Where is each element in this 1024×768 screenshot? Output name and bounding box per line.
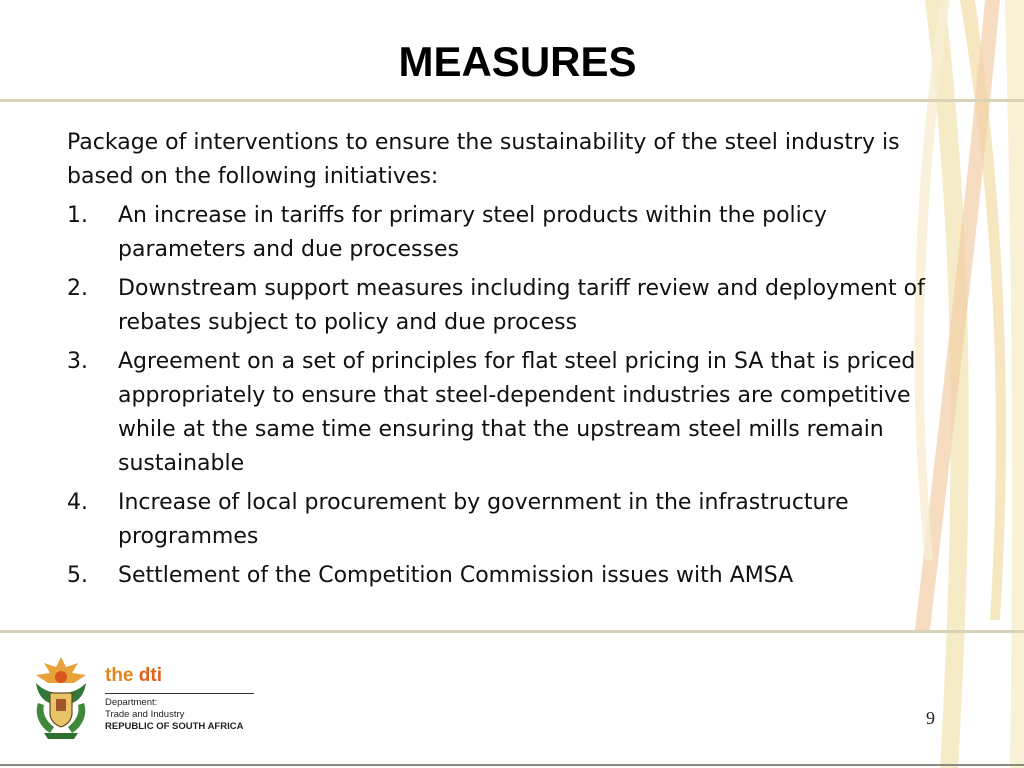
page-number: 9	[926, 708, 935, 728]
dept-line1: Department:	[105, 697, 158, 708]
brand-the: the	[105, 665, 139, 686]
list-item-text: Agreement on a set of principles for flat steel pricing in SA that is priced appropriately to ensure that steel-dependent industries are competitive while at the same time ensuring that the upstream steel mills remain sustainable	[118, 349, 916, 476]
brand-dti: dti	[138, 665, 162, 686]
list-item-text: An increase in tariffs for primary steel products within the policy parameters and due processes	[118, 203, 827, 262]
dti-logo	[28, 653, 260, 743]
list-item-text: Increase of local procurement by government in the infrastructure programmes	[118, 490, 849, 549]
list-item-number: 2.	[67, 276, 88, 301]
intro-text: Package of interventions to ensure the sustainability of the steel industry is based on the following initiatives:	[67, 130, 900, 189]
bottom-divider	[0, 630, 1024, 633]
initiatives-list	[67, 199, 957, 593]
list-item-number: 5.	[67, 563, 88, 588]
slide-title: MEASURES	[398, 38, 637, 85]
logo-divider	[105, 693, 254, 694]
list-item-text: Settlement of the Competition Commission issues with AMSA	[118, 563, 794, 588]
coat-of-arms-icon	[28, 653, 94, 741]
dept-line3: REPUBLIC OF SOUTH AFRICA	[105, 721, 244, 732]
list-item-number: 1.	[67, 203, 88, 228]
list-item	[67, 559, 957, 593]
slide-body	[67, 126, 957, 598]
list-item	[67, 486, 957, 554]
list-item-text: Downstream support measures including tariff review and deployment of rebates subject to policy and due process	[118, 276, 925, 335]
footer-divider	[0, 764, 1024, 766]
list-item	[67, 272, 957, 340]
list-item	[67, 345, 957, 481]
top-divider	[0, 99, 1024, 102]
list-item	[67, 199, 957, 267]
dept-line2: Trade and Industry	[105, 709, 185, 720]
list-item-number: 4.	[67, 490, 88, 515]
brand-name	[105, 665, 162, 687]
department-text	[105, 697, 243, 733]
list-item-number: 3.	[67, 349, 88, 374]
